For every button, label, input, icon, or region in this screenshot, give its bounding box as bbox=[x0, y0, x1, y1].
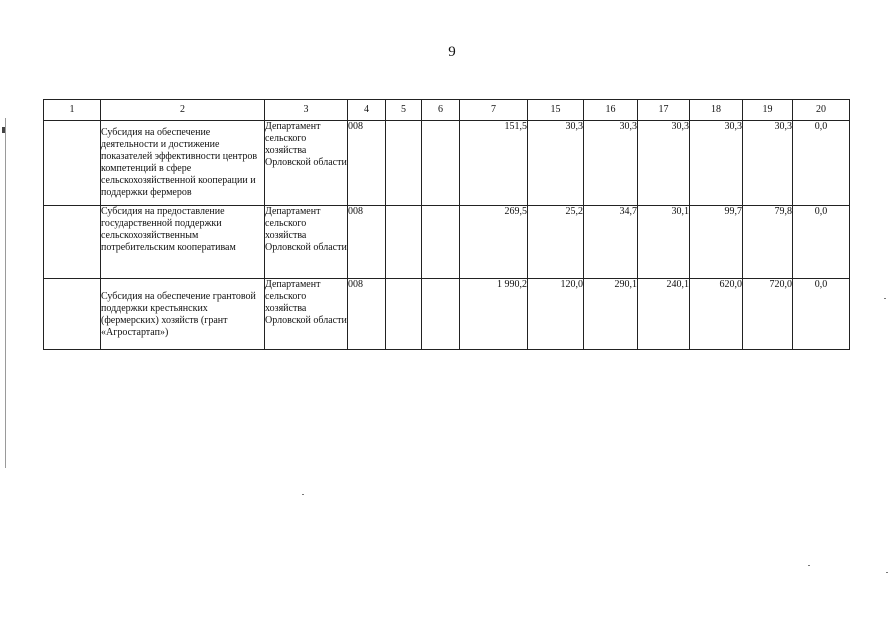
value-cell-col17: 30,1 bbox=[638, 206, 690, 279]
table-header-row bbox=[44, 100, 850, 121]
value-cell-col15: 120,0 bbox=[528, 279, 584, 350]
value-cell-col16: 30,3 bbox=[584, 121, 638, 206]
table-row bbox=[44, 121, 850, 206]
value-cell-col19: 30,3 bbox=[743, 121, 793, 206]
column-header: 1 bbox=[44, 100, 101, 121]
column-header: 15 bbox=[528, 100, 584, 121]
scan-speck bbox=[302, 494, 304, 495]
value-cell-col17: 30,3 bbox=[638, 121, 690, 206]
value-cell-col7: 1 990,2 bbox=[460, 279, 528, 350]
column-header: 19 bbox=[743, 100, 793, 121]
table-row bbox=[44, 206, 850, 279]
empty-cell bbox=[386, 279, 422, 350]
page-number: 9 bbox=[448, 44, 456, 60]
scan-margin-mark bbox=[2, 127, 5, 133]
column-header: 3 bbox=[265, 100, 348, 121]
column-header: 4 bbox=[348, 100, 386, 121]
empty-cell bbox=[386, 206, 422, 279]
value-cell-col17: 240,1 bbox=[638, 279, 690, 350]
column-header: 7 bbox=[460, 100, 528, 121]
department-cell: Департамент сельского хозяйства Орловской области bbox=[265, 121, 348, 206]
value-cell-col19: 79,8 bbox=[743, 206, 793, 279]
scan-margin-line bbox=[5, 118, 6, 468]
subsidy-name-cell: Субсидия на предоставление государственной поддержки сельскохозяйственным потребительским кооперативам bbox=[101, 206, 265, 279]
value-cell-col7: 151,5 bbox=[460, 121, 528, 206]
column-header: 17 bbox=[638, 100, 690, 121]
column-header: 18 bbox=[690, 100, 743, 121]
scan-speck bbox=[808, 565, 810, 566]
empty-cell bbox=[386, 121, 422, 206]
value-cell-col20: 0,0 bbox=[793, 121, 850, 206]
value-cell-col19: 720,0 bbox=[743, 279, 793, 350]
empty-cell bbox=[422, 279, 460, 350]
column-header: 5 bbox=[386, 100, 422, 121]
value-cell-col20: 0,0 bbox=[793, 279, 850, 350]
column-header: 6 bbox=[422, 100, 460, 121]
row-index-cell bbox=[44, 121, 101, 206]
value-cell-col16: 290,1 bbox=[584, 279, 638, 350]
budget-table bbox=[43, 99, 850, 350]
value-cell-col20: 0,0 bbox=[793, 206, 850, 279]
scan-speck bbox=[886, 572, 888, 573]
column-header: 2 bbox=[101, 100, 265, 121]
table-row bbox=[44, 279, 850, 350]
code-cell: 008 bbox=[348, 206, 386, 279]
column-header: 16 bbox=[584, 100, 638, 121]
value-cell-col18: 99,7 bbox=[690, 206, 743, 279]
empty-cell bbox=[422, 121, 460, 206]
subsidy-name-cell: Субсидия на обеспечение грантовой поддержки крестьянских (фермерских) хозяйств (грант «Агростартап») bbox=[101, 279, 265, 350]
scan-speck bbox=[884, 298, 886, 299]
code-cell: 008 bbox=[348, 279, 386, 350]
code-cell: 008 bbox=[348, 121, 386, 206]
department-cell: Департамент сельского хозяйства Орловской области bbox=[265, 279, 348, 350]
value-cell-col16: 34,7 bbox=[584, 206, 638, 279]
row-index-cell bbox=[44, 206, 101, 279]
subsidy-name-cell: Субсидия на обеспечение деятельности и достижение показателей эффективности центров компетенций в сфере сельскохозяйственной кооперации и поддержки фермеров bbox=[101, 121, 265, 206]
value-cell-col15: 25,2 bbox=[528, 206, 584, 279]
value-cell-col7: 269,5 bbox=[460, 206, 528, 279]
value-cell-col18: 30,3 bbox=[690, 121, 743, 206]
department-cell: Департамент сельского хозяйства Орловской области bbox=[265, 206, 348, 279]
value-cell-col15: 30,3 bbox=[528, 121, 584, 206]
value-cell-col18: 620,0 bbox=[690, 279, 743, 350]
column-header: 20 bbox=[793, 100, 850, 121]
empty-cell bbox=[422, 206, 460, 279]
row-index-cell bbox=[44, 279, 101, 350]
